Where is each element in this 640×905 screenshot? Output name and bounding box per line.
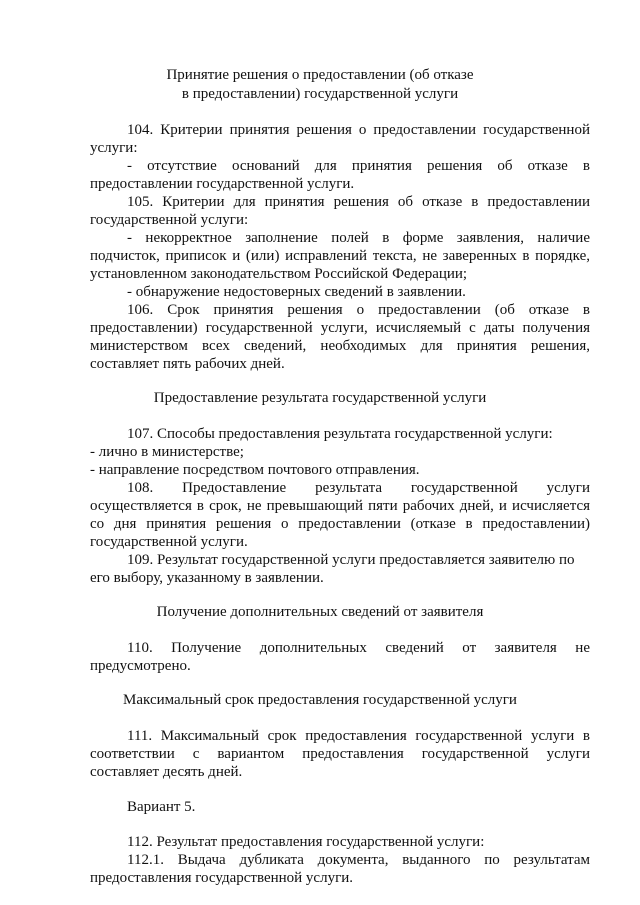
variant-label: Вариант 5. [127, 799, 196, 815]
paragraph-line: 105. Критерии для принятия решения об отказе в предоставлении [127, 194, 590, 210]
paragraph-line: установленном законодательством Российской Федерации; [90, 266, 468, 282]
paragraph-line: - некорректное заполнение полей в форме заявления, наличие [127, 230, 590, 246]
paragraph-line: со дня принятия решения о предоставлении (отказе в предоставлении) [90, 516, 590, 532]
paragraph-line: составляет десять дней. [90, 764, 243, 780]
paragraph-line: - направление посредством почтового отправления. [90, 462, 420, 478]
paragraph-line: министерством всех сведений, необходимых для принятия решения, [90, 338, 590, 354]
paragraph-line: услуги: [90, 140, 138, 156]
paragraph-line: 104. Критерии принятия решения о предоставлении государственной [127, 122, 590, 138]
paragraph-line: его выбору, указанному в заявлении. [90, 570, 324, 586]
section-title: в предоставлении) государственной услуги [181, 86, 459, 102]
paragraph-line: предусмотрено. [90, 658, 191, 674]
paragraph-line: - лично в министерстве; [90, 444, 244, 460]
section-title: Получение дополнительных сведений от заявителя [156, 604, 484, 620]
section-title: Максимальный срок предоставления государственной услуги [123, 692, 517, 708]
paragraph-line: предоставления государственной услуги. [90, 870, 354, 886]
paragraph-line: 110. Получение дополнительных сведений от заявителя не [127, 640, 590, 656]
paragraph-line: 111. Максимальный срок предоставления государственной услуги в [127, 728, 590, 744]
paragraph-line: 107. Способы предоставления результата государственной услуги: [127, 426, 553, 442]
paragraph-line: подчисток, приписок и (или) исправлений текста, не заверенных в порядке, [90, 248, 590, 264]
paragraph-line: 109. Результат государственной услуги предоставляется заявителю по [127, 552, 575, 568]
paragraph-line: соответствии с вариантом предоставления государственной услуги [90, 746, 590, 762]
paragraph-line: государственной услуги. [90, 534, 248, 550]
section-title: Предоставление результата государственной услуги [153, 390, 487, 406]
paragraph-line: 108. Предоставление результата государственной услуги [127, 480, 590, 496]
section-title: Принятие решения о предоставлении (об отказе [166, 67, 474, 83]
paragraph-line: государственной услуги: [90, 212, 249, 228]
paragraph-line: осуществляется в срок, не превышающий пяти рабочих дней, и исчисляется [90, 498, 590, 514]
paragraph-line: предоставлении) государственной услуги, исчисляемый с даты получения [90, 320, 590, 336]
paragraph-line: предоставлении государственной услуги. [90, 176, 355, 192]
paragraph-line: составляет пять рабочих дней. [90, 356, 285, 372]
paragraph-line: 106. Срок принятия решения о предоставлении (об отказе в [127, 302, 590, 318]
paragraph-line: - отсутствие оснований для принятия решения об отказе в [127, 158, 590, 174]
paragraph-line: 112.1. Выдача дубликата документа, выданного по результатам [127, 852, 590, 868]
paragraph-line: - обнаружение недостоверных сведений в заявлении. [127, 284, 466, 300]
paragraph-line: 112. Результат предоставления государственной услуги: [127, 834, 485, 850]
